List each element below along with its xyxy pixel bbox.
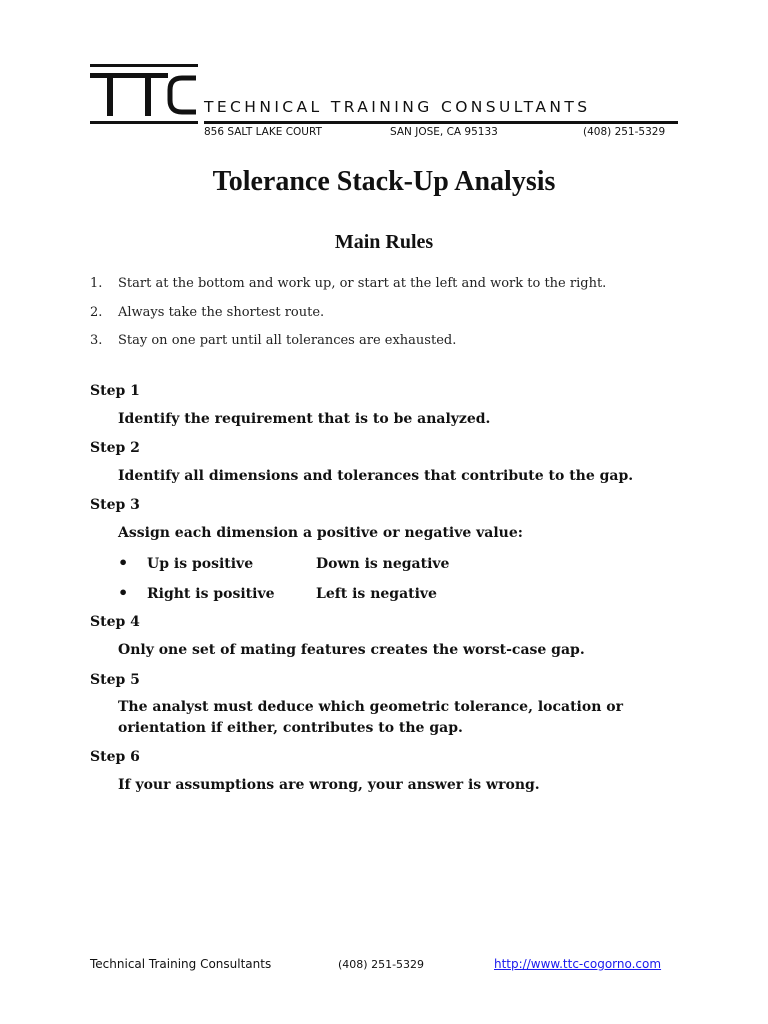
bullet-item [118, 554, 449, 573]
step-label: Step 5 [90, 672, 140, 688]
bullet-text-a: Up is positive [147, 556, 254, 572]
document-title: Tolerance Stack-Up Analysis [212, 166, 556, 197]
step-text: Identify all dimensions and tolerances that contribute to the gap. [118, 468, 634, 484]
step-text: Identify the requirement that is to be analyzed. [118, 411, 491, 427]
step-text: Only one set of mating features creates the worst-case gap. [118, 642, 585, 658]
website-link[interactable]: http://www.ttc-cogorno.com [494, 957, 662, 971]
ttc-logo [90, 64, 198, 124]
step-label: Step 6 [90, 749, 140, 765]
rule-text: Start at the bottom and work up, or start at the left and work to the right. [118, 276, 607, 291]
rule-item [90, 304, 324, 322]
step-text: Assign each dimension a positive or negative value: [118, 525, 523, 541]
rule-item [90, 332, 456, 350]
address-street: 856 SALT LAKE COURT [204, 126, 322, 138]
company-name: TECHNICAL TRAINING CONSULTANTS [204, 98, 591, 116]
rule-text: Stay on one part until all tolerances are exhausted. [118, 333, 457, 348]
rule-number: 2. [90, 305, 103, 320]
rule-text: Always take the shortest route. [118, 305, 325, 320]
footer-phone: (408) 251-5329 [338, 958, 425, 971]
rule-number: 1. [90, 276, 103, 291]
bullet-text-a: Right is positive [147, 586, 275, 602]
letterhead-phone: (408) 251-5329 [583, 126, 666, 138]
footer-company: Technical Training Consultants [90, 957, 272, 971]
step-label: Step 3 [90, 497, 140, 513]
step-text: The analyst must deduce which geometric tolerance, location or orientation if either, contributes to the gap. [118, 699, 623, 736]
step-label: Step 4 [90, 614, 140, 630]
step-text: If your assumptions are wrong, your answer is wrong. [118, 777, 540, 793]
address-city: SAN JOSE, CA 95133 [390, 126, 498, 138]
letterhead-divider [204, 121, 678, 124]
bullet-text-b: Left is negative [316, 586, 437, 602]
bullet-icon: • [118, 553, 129, 572]
step-label: Step 1 [90, 383, 140, 399]
rule-number: 3. [90, 333, 103, 348]
bullet-text-b: Down is negative [316, 556, 450, 572]
bullet-item [118, 584, 437, 603]
step-label: Step 2 [90, 440, 140, 456]
rule-item [90, 275, 606, 293]
section-heading-main-rules: Main Rules [334, 231, 434, 253]
bullet-icon: • [118, 583, 129, 602]
